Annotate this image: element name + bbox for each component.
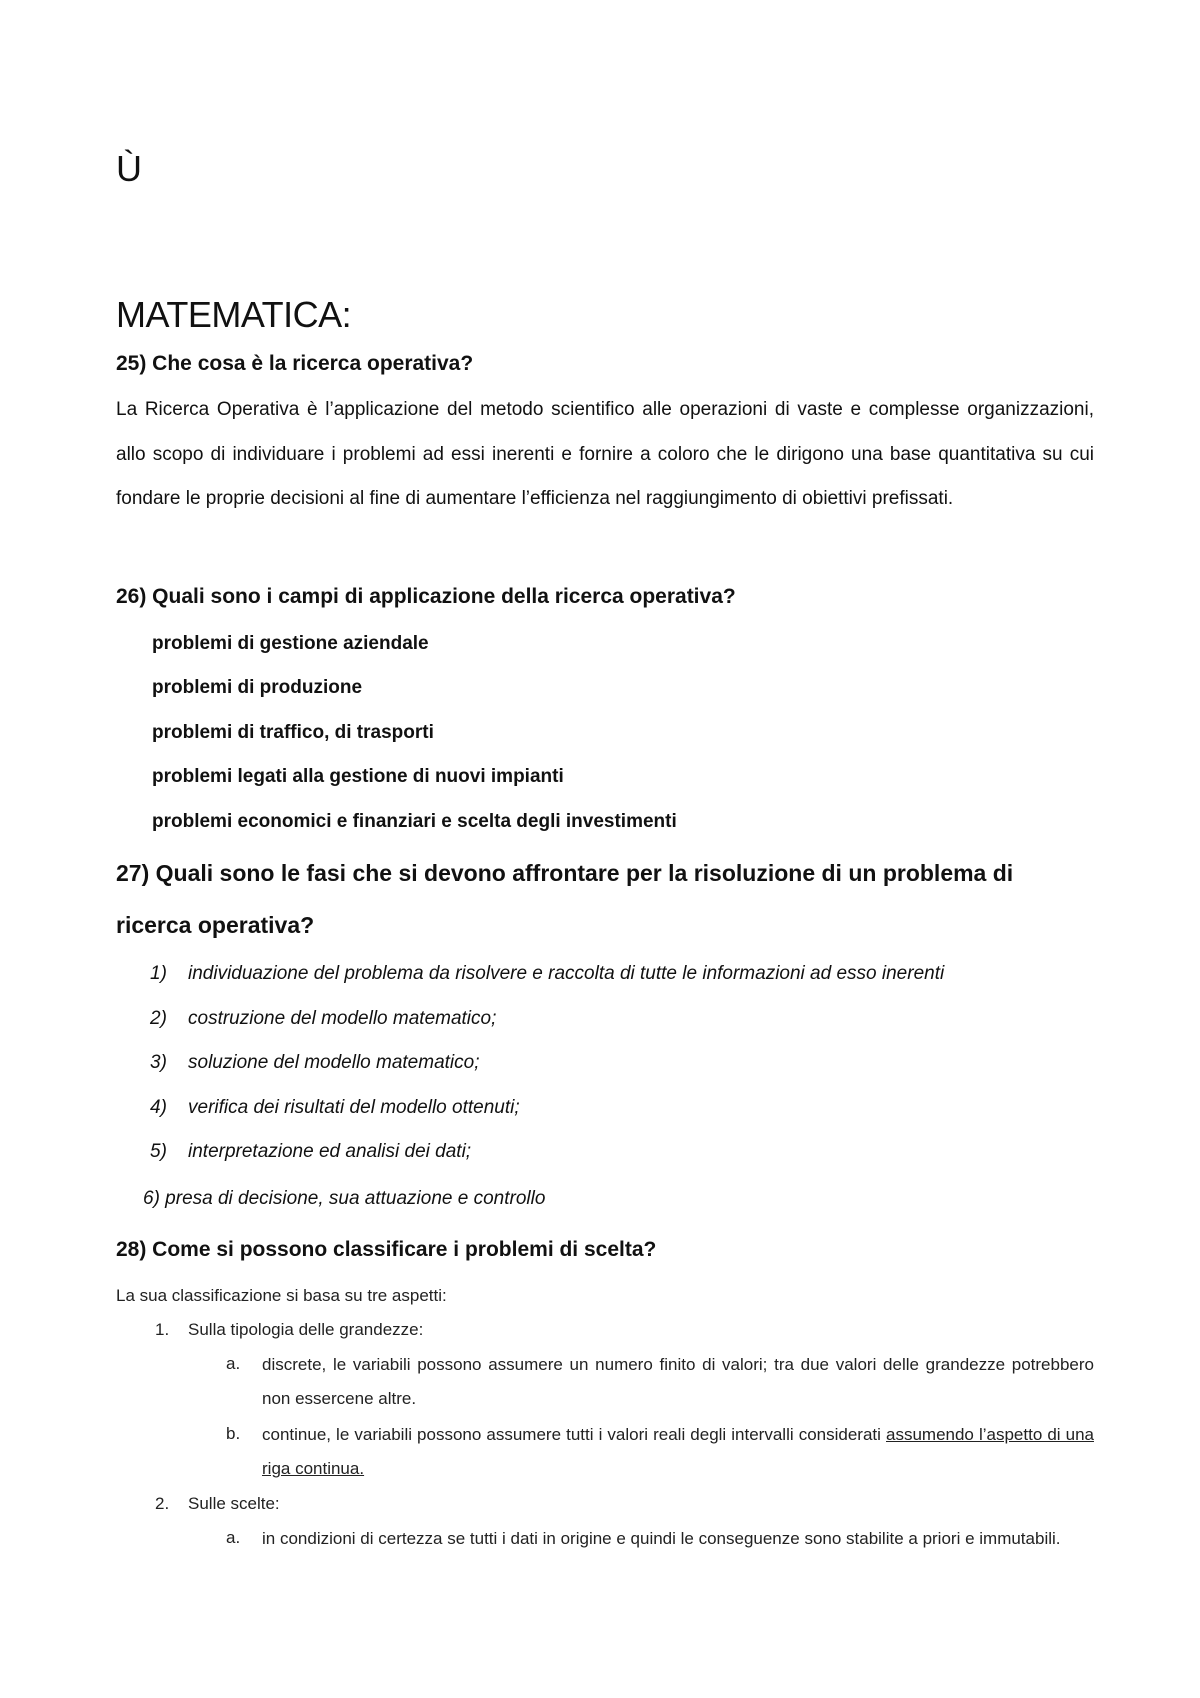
- list-item: problemi economici e finanziari e scelta degli investimenti: [152, 811, 677, 832]
- sub-text: discrete, le variabili possono assumere un numero finito di valori; tra due valori delle grandezze potrebbero non essercene altre.: [262, 1355, 1094, 1408]
- document-title: MATEMATICA:: [116, 294, 352, 335]
- group-number: 1.: [155, 1320, 170, 1339]
- step-text: individuazione del problema da risolvere e raccolta di tutte le informazioni ad esso inerenti: [188, 963, 945, 984]
- sub-letter: a.: [226, 1354, 241, 1373]
- step-number: 2): [150, 1008, 167, 1029]
- sub-letter: a.: [226, 1528, 241, 1547]
- sub-text-underlined: assumendo l’aspetto di una riga continua.: [262, 1425, 1094, 1478]
- question-27-heading-line1: 27) Quali sono le fasi che si devono affrontare per la risoluzione di un problema di: [116, 860, 1014, 886]
- group-number: 2.: [155, 1494, 170, 1513]
- step-text: interpretazione ed analisi dei dati;: [188, 1141, 472, 1162]
- question-25-answer: La Ricerca Operativa è l’applicazione del metodo scientifico alle operazioni di vaste e complesse organizzazioni, allo scopo di individuare i problemi ad essi inerenti e fornire a coloro che le dirigono una base quantitativa su cui fondare le proprie decisioni al fine di aumentare l’efficienza nel raggiungimento di obiettivi prefissati.: [116, 399, 1094, 509]
- question-27-heading-line2: ricerca operativa?: [116, 912, 315, 938]
- sub-text: in condizioni di certezza se tutti i dati in origine e quindi le conseguenze sono stabilite a priori e immutabili.: [262, 1529, 1061, 1548]
- step-text: costruzione del modello matematico;: [188, 1008, 497, 1029]
- step-6: 6) presa di decisione, sua attuazione e controllo: [143, 1188, 546, 1209]
- list-item: problemi legati alla gestione di nuovi impianti: [152, 766, 564, 787]
- step-number: 1): [150, 963, 167, 984]
- sub-text: [262, 1418, 1094, 1486]
- list-item: problemi di produzione: [152, 677, 363, 698]
- question-28-intro: La sua classificazione si basa su tre aspetti:: [116, 1286, 447, 1305]
- step-number: 3): [150, 1052, 167, 1073]
- list-item: problemi di gestione aziendale: [152, 633, 429, 654]
- sub-letter: b.: [226, 1424, 241, 1443]
- list-item: problemi di traffico, di trasporti: [152, 722, 434, 743]
- step-text: verifica dei risultati del modello ottenuti;: [188, 1097, 520, 1118]
- question-25-heading: 25) Che cosa è la ricerca operativa?: [116, 352, 474, 375]
- step-text: soluzione del modello matematico;: [188, 1052, 480, 1073]
- question-28-heading: 28) Come si possono classificare i problemi di scelta?: [116, 1238, 657, 1261]
- step-number: 5): [150, 1141, 167, 1162]
- group-label: Sulle scelte:: [188, 1494, 280, 1513]
- group-label: Sulla tipologia delle grandezze:: [188, 1320, 424, 1339]
- sub-text-main: continue, le variabili possono assumere tutti i valori reali degli intervalli considerati: [262, 1425, 881, 1444]
- stray-character: Ù: [116, 148, 142, 189]
- step-number: 4): [150, 1097, 167, 1118]
- question-26-heading: 26) Quali sono i campi di applicazione della ricerca operativa?: [116, 585, 736, 608]
